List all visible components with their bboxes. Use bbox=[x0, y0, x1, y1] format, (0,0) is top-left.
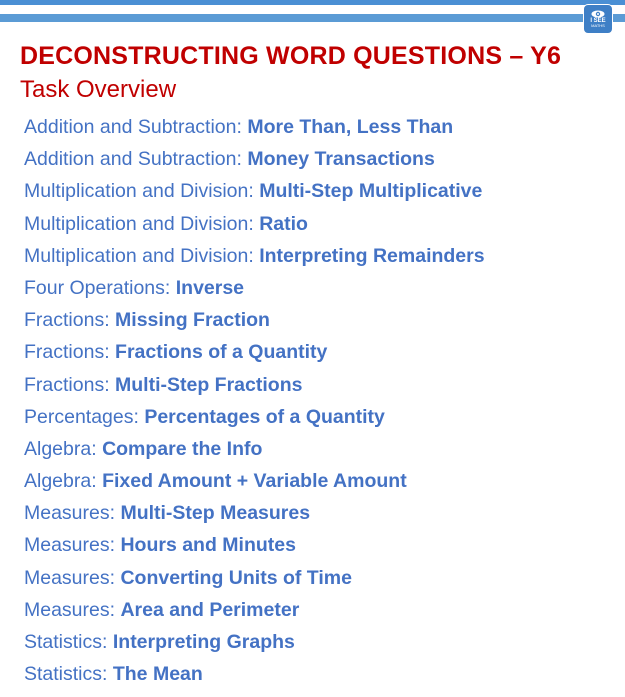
task-item bbox=[24, 401, 614, 433]
task-category: Fractions: bbox=[24, 373, 116, 396]
task-category: Percentages: bbox=[24, 405, 145, 428]
task-topic: Area and Perimeter bbox=[120, 598, 300, 621]
task-topic: Ratio bbox=[259, 212, 308, 235]
task-topic: Multi-Step Fractions bbox=[115, 373, 303, 396]
task-category: Multiplication and Division: bbox=[24, 244, 260, 267]
task-topic: Percentages of a Quantity bbox=[144, 405, 385, 428]
task-topic: Missing Fraction bbox=[115, 309, 270, 332]
task-item bbox=[24, 594, 614, 626]
task-item bbox=[24, 272, 614, 304]
task-item bbox=[24, 562, 614, 594]
task-category: Measures: bbox=[24, 598, 121, 621]
task-category: Multiplication and Division: bbox=[24, 180, 260, 203]
task-topic: Fixed Amount + Variable Amount bbox=[102, 470, 407, 493]
task-topic: Money Transactions bbox=[247, 148, 435, 171]
task-item bbox=[24, 369, 614, 401]
logo-subtext: MATHS bbox=[591, 23, 605, 28]
task-topic: Fractions of a Quantity bbox=[115, 341, 328, 364]
task-list bbox=[24, 111, 614, 690]
task-item bbox=[24, 175, 614, 207]
eye-icon bbox=[591, 10, 605, 18]
task-topic: Interpreting Remainders bbox=[259, 244, 485, 267]
header-bar bbox=[0, 14, 625, 22]
task-item bbox=[24, 111, 614, 143]
task-category: Measures: bbox=[24, 502, 121, 525]
task-topic: Interpreting Graphs bbox=[112, 631, 295, 653]
task-category: Statistics: bbox=[24, 631, 113, 653]
task-category: Algebra: bbox=[24, 470, 103, 493]
task-item bbox=[24, 208, 614, 240]
page-title: DECONSTRUCTING WORD QUESTIONS – Y6 bbox=[20, 42, 562, 70]
task-category: Addition and Subtraction: bbox=[24, 148, 248, 171]
task-category: Addition and Subtraction: bbox=[24, 116, 248, 138]
task-topic: Multi-Step Measures bbox=[120, 502, 311, 525]
task-item bbox=[24, 497, 614, 529]
task-item bbox=[24, 336, 614, 368]
task-item bbox=[24, 465, 614, 497]
task-topic: Inverse bbox=[175, 276, 245, 299]
task-category: Statistics: bbox=[24, 663, 113, 686]
task-item bbox=[24, 143, 614, 175]
task-category: Measures: bbox=[24, 566, 121, 589]
task-category: Measures: bbox=[24, 534, 121, 557]
task-topic: The Mean bbox=[112, 663, 203, 686]
i-see-maths-logo bbox=[583, 4, 613, 34]
task-topic: More Than, Less Than bbox=[247, 116, 454, 138]
task-item bbox=[24, 433, 614, 465]
task-category: Fractions: bbox=[24, 341, 116, 364]
page-subtitle: Task Overview bbox=[20, 76, 177, 103]
task-item bbox=[24, 304, 614, 336]
task-topic: Hours and Minutes bbox=[120, 534, 296, 557]
task-topic: Converting Units of Time bbox=[120, 566, 352, 589]
task-topic: Compare the Info bbox=[102, 437, 263, 460]
task-category: Fractions: bbox=[24, 309, 116, 332]
task-category: Multiplication and Division: bbox=[24, 212, 260, 235]
task-category: Algebra: bbox=[24, 437, 103, 460]
task-item bbox=[24, 626, 614, 658]
task-category: Four Operations: bbox=[24, 276, 176, 299]
header-gap bbox=[0, 5, 625, 7]
task-item bbox=[24, 240, 614, 272]
logo-text: I SEE bbox=[590, 18, 606, 24]
task-item bbox=[24, 658, 614, 690]
task-item bbox=[24, 529, 614, 561]
task-topic: Multi-Step Multiplicative bbox=[259, 180, 483, 203]
